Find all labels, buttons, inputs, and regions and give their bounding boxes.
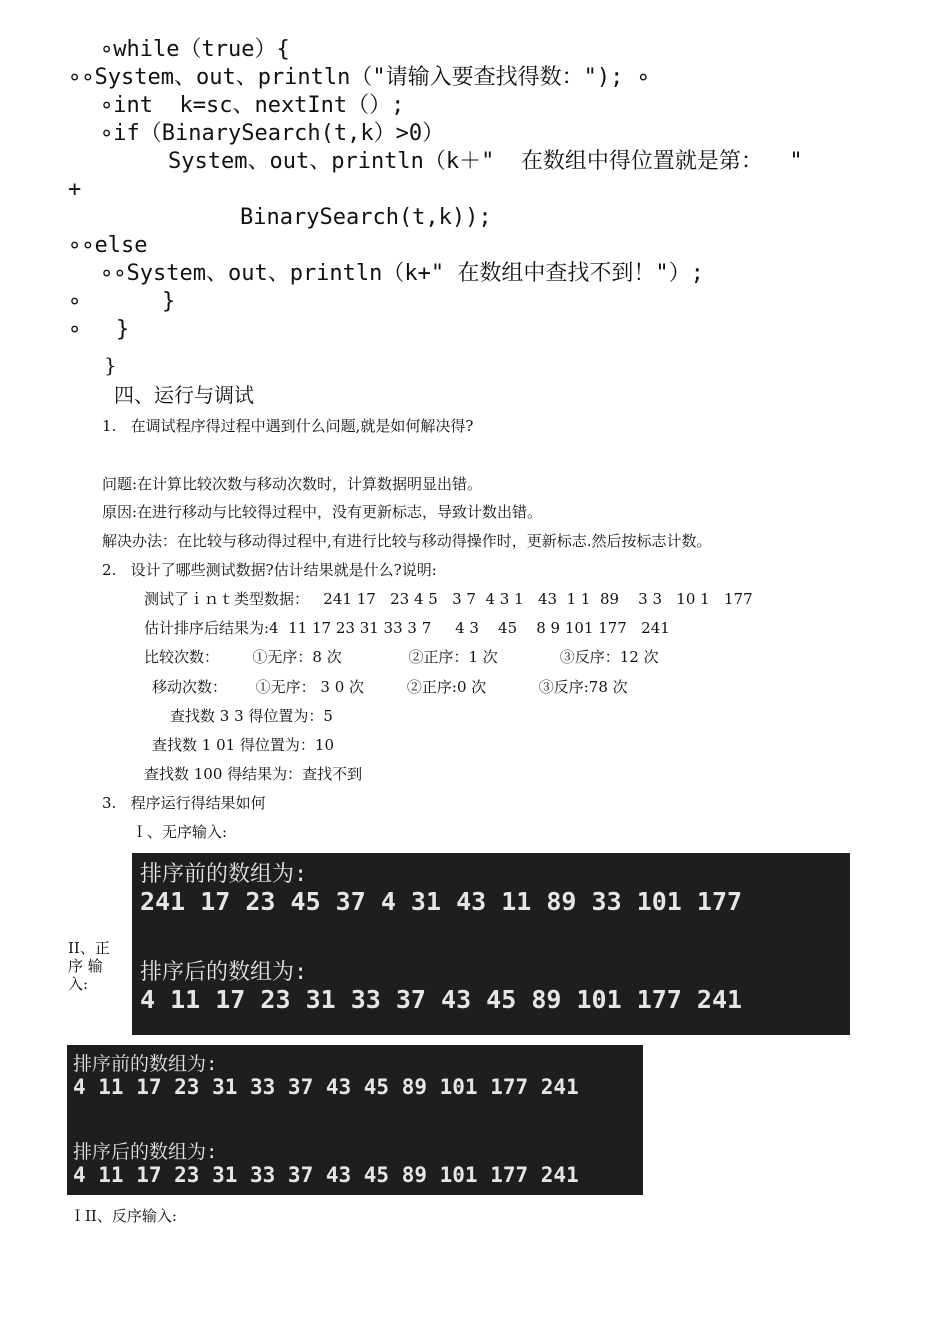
code-line-print-found: System、out、println（k＋" 在数组中得位置就是第： " xyxy=(168,149,803,174)
code-line-bullet: ∘ xyxy=(68,317,82,342)
compare-count-text: 比较次数： ①无序：8 次 ②正序：1 次 ③反序：12 次 xyxy=(144,648,659,666)
question-1: 1. 在调试程序得过程中遇到什么问题,就是如何解决得? xyxy=(102,417,474,435)
code-line-binary-search-call: BinarySearch(t,k)); xyxy=(240,205,492,230)
case-ordered-label: II、正序 输入: xyxy=(68,939,110,993)
terminal-after-label: 排序后的数组为: xyxy=(140,960,308,985)
code-line-plus: + xyxy=(68,177,82,202)
move-count-text: 移动次数： ①无序： 3 0 次 ②正序:0 次 ③反序:78 次 xyxy=(152,678,628,696)
section-heading: 四、运行与调试 xyxy=(114,383,254,407)
code-line-while: ∘while（true）{ xyxy=(100,37,290,62)
find-100-text: 查找数 100 得结果为：查找不到 xyxy=(144,765,363,783)
code-line-final-brace: } xyxy=(104,353,117,377)
code-line-read-int: ∘int k=sc、nextInt（）; xyxy=(100,93,405,118)
find-101-text: 查找数 1 01 得位置为：10 xyxy=(152,736,335,754)
sorted-estimate-text: 估计排序后结果为:4 11 17 23 31 33 3 7 4 3 45 8 9 101 177 241 xyxy=(144,619,670,637)
code-line-if: ∘if（BinarySearch(t,k）>0） xyxy=(100,121,445,146)
test-data-text: 测试了ｉｎｔ类型数据： 241 17 23 4 5 3 7 4 3 1 43 1 1 89 3 3 10 1 177 xyxy=(144,590,753,608)
reason-text: 原因:在进行移动与比较得过程中，没有更新标志，导致计数出错。 xyxy=(102,503,543,521)
terminal-after-label: 排序后的数组为: xyxy=(73,1141,218,1163)
find-33-text: 查找数 3 3 得位置为：5 xyxy=(170,707,333,725)
terminal-before-label: 排序前的数组为: xyxy=(140,862,308,887)
problem-text: 问题:在计算比较次数与移动次数时，计算数据明显出错。 xyxy=(102,475,483,493)
terminal-before-values: 4 11 17 23 31 33 37 43 45 89 101 177 241 xyxy=(73,1075,579,1099)
question-2: 2. 设计了哪些测试数据?估计结果就是什么?说明: xyxy=(102,561,437,579)
case-unordered-label: Ｉ、无序输入: xyxy=(132,823,228,841)
code-line-close-brace: } xyxy=(162,289,176,314)
terminal-output-unordered xyxy=(132,853,850,1035)
terminal-after-values: 4 11 17 23 31 33 37 43 45 89 101 177 241 xyxy=(140,985,743,1014)
code-line-close-brace: } xyxy=(116,317,130,342)
code-line-bullet: ∘ xyxy=(68,289,82,314)
code-line-print-not-found: ∘∘System、out、println（k+" 在数组中查找不到！"）; xyxy=(100,261,704,286)
solution-text: 解决办法：在比较与移动得过程中,有进行比较与移动得操作时，更新标志.然后按标志计数。 xyxy=(102,532,712,550)
code-line-prompt: ∘∘System、out、println（"请输入要查找得数："); ∘ xyxy=(68,65,650,90)
question-3: 3. 程序运行得结果如何 xyxy=(102,794,266,812)
code-line-else: ∘∘else xyxy=(68,233,148,258)
terminal-output-ordered xyxy=(67,1045,643,1195)
terminal-before-values: 241 17 23 45 37 4 31 43 11 89 33 101 177 xyxy=(140,887,743,916)
terminal-after-values: 4 11 17 23 31 33 37 43 45 89 101 177 241 xyxy=(73,1163,579,1187)
case-reverse-label: ＩII、反序输入: xyxy=(70,1207,177,1225)
terminal-before-label: 排序前的数组为: xyxy=(73,1053,218,1075)
